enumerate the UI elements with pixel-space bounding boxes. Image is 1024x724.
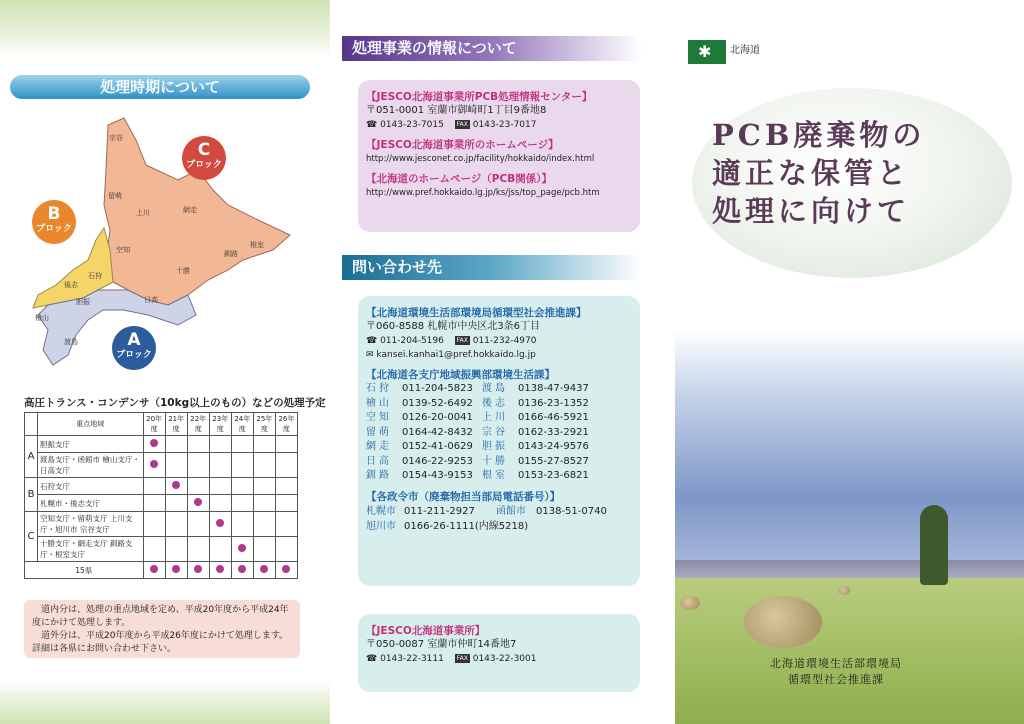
branch-tel: 0162-33-2921 (518, 426, 589, 438)
hay-bale-small-image (838, 586, 850, 595)
city-title: 【各政令市（廃棄物担当部局電話番号）】 (366, 490, 561, 503)
table-area-cell: 胆振支庁 (38, 436, 144, 453)
table-header-cell (25, 413, 38, 436)
table-year-cell (231, 495, 253, 512)
branch-name: 釧路 (366, 470, 392, 481)
branch-tel: 0166-46-5921 (518, 412, 589, 423)
branch-tel: 0154-43-9153 (402, 470, 473, 481)
schedule-section-title: 処理時期について (10, 75, 310, 99)
table-year-cell (275, 495, 297, 512)
table-year-cell (209, 478, 231, 495)
table-year-cell (187, 537, 209, 562)
map-label-shiribeshi: 後志 (64, 281, 78, 289)
fax-icon: FAX (456, 655, 468, 662)
city-name: 旭川市 (366, 520, 396, 532)
info-center-name: 【JESCO北海道事業所PCB処理情報センター】 (366, 91, 593, 103)
issuer-line-1: 北海道環境生活部環境局 (770, 657, 902, 670)
title-line-3: 処理に向けて (712, 194, 911, 228)
table-year-cell (187, 453, 209, 478)
table-year-cell (275, 453, 297, 478)
table-year-header: 25年度 (253, 413, 275, 436)
branch-tel: 0136-23-1352 (518, 397, 589, 409)
city-name: 札幌市 (366, 505, 396, 517)
table-year-header: 26年度 (275, 413, 297, 436)
info-homepage-name: 【JESCO北海道事業所のホームページ】 (366, 139, 559, 151)
table-area-cell: 15県 (25, 562, 144, 579)
contact-dept-fax: 011-232-4970 (472, 336, 537, 346)
city-tel: 0166-26-1111(内線5218) (404, 520, 529, 532)
schedule-dot (172, 565, 180, 573)
table-year-cell (143, 562, 165, 579)
schedule-dot (238, 544, 246, 552)
map-label-hidaka: 日高 (144, 296, 158, 304)
city-tel: 011-211-2927 (404, 505, 475, 517)
map-label-sorachi: 空知 (116, 246, 130, 254)
table-block-cell: C (25, 512, 38, 562)
table-year-cell (231, 537, 253, 562)
table-year-cell (187, 478, 209, 495)
info-center-address: 〒051-0001 室蘭市御崎町1丁目9番地8 (366, 105, 547, 116)
schedule-dot (150, 439, 158, 447)
map-label-kushiro: 釧路 (224, 250, 238, 258)
phone-icon: ☎ (366, 336, 378, 346)
table-area-cell: 渡島支庁・函館市 檜山支庁・日高支庁 (38, 453, 144, 478)
branch-tel: 0138-47-9437 (518, 383, 589, 394)
map-label-hiyama: 檜山 (35, 314, 49, 322)
left-panel (0, 0, 330, 724)
branch-tel: 0152-41-0629 (402, 441, 473, 452)
contact-dept-email[interactable]: kansei.kanhai1@pref.hokkaido.lg.jp (376, 350, 536, 360)
table-row (25, 436, 298, 453)
map-label-oshima: 渡島 (64, 338, 78, 346)
brochure-title (712, 116, 1012, 230)
table-year-cell (209, 436, 231, 453)
contact-dept-phone-row (366, 334, 632, 348)
table-year-cell (143, 512, 165, 537)
contact-dept-name: 【北海道環境生活部環境局循環型社会推進課】 (366, 307, 587, 319)
table-year-cell (165, 495, 187, 512)
branch-name: 留萌 (366, 426, 392, 438)
table-year-cell (143, 453, 165, 478)
schedule-table-title: 高圧トランス・コンデンサ（10kg以上のもの）などの処理予定 (24, 397, 326, 409)
table-year-cell (187, 562, 209, 579)
table-year-cell (275, 512, 297, 537)
phone-icon: ☎ (366, 654, 378, 664)
branch-tel: 0155-27-8527 (518, 455, 589, 467)
table-year-cell (253, 478, 275, 495)
branch-name: 空知 (366, 412, 392, 423)
table-year-cell (187, 495, 209, 512)
map-label-rumoi: 留萌 (108, 192, 122, 200)
table-area-cell: 石狩支庁 (38, 478, 144, 495)
branch-name: 上川 (482, 412, 508, 423)
table-year-cell (165, 436, 187, 453)
foliage-top-decoration (0, 0, 330, 58)
map-label-ishikari: 石狩 (88, 272, 102, 280)
contact-section-title: 問い合わせ先 (342, 255, 642, 280)
foliage-bottom-decoration (0, 682, 330, 724)
schedule-note (24, 600, 300, 658)
hokkaido-block-map (28, 110, 308, 380)
table-row (25, 562, 298, 579)
table-row (25, 495, 298, 512)
table-year-cell (275, 436, 297, 453)
table-year-cell (253, 495, 275, 512)
branch-name: 渡島 (482, 383, 508, 394)
table-block-cell: B (25, 478, 38, 512)
branch-name: 網走 (366, 441, 392, 452)
sky-photo (675, 330, 1024, 570)
jesco-fax: 0143-22-3001 (472, 654, 537, 664)
branch-tel: 0153-23-6821 (518, 470, 589, 481)
table-area-cell: 空知支庁・留萌支庁 上川支庁・旭川市 宗谷支庁 (38, 512, 144, 537)
table-year-cell (231, 478, 253, 495)
table-year-cell (209, 495, 231, 512)
info-homepage-url[interactable]: http://www.jesconet.co.jp/facility/hokkaido/index.html (366, 154, 595, 164)
title-line-2: 適正な保管と (712, 156, 911, 190)
phone-icon: ☎ (366, 120, 378, 130)
table-year-cell (209, 512, 231, 537)
table-year-cell (231, 436, 253, 453)
table-year-cell (165, 562, 187, 579)
branch-name: 宗谷 (482, 426, 508, 438)
table-row (25, 512, 298, 537)
block-a-badge: A ブロック (112, 326, 156, 370)
table-area-cell: 十勝支庁・網走支庁 釧路支庁・根室支庁 (38, 537, 144, 562)
info-center-phone-row (366, 118, 632, 132)
table-year-cell (165, 512, 187, 537)
table-year-header: 20年度 (143, 413, 165, 436)
city-phone-list (366, 504, 632, 534)
field-photo (675, 578, 1024, 724)
table-year-cell (275, 562, 297, 579)
branch-phone-list (366, 382, 632, 484)
table-year-cell (253, 537, 275, 562)
table-area-cell: 札幌市・後志支庁 (38, 495, 144, 512)
table-year-cell (231, 453, 253, 478)
table-year-cell (253, 562, 275, 579)
table-year-cell (275, 478, 297, 495)
map-label-abashiri: 網走 (183, 206, 197, 214)
branch-name: 檜山 (366, 397, 392, 409)
table-year-cell (143, 478, 165, 495)
table-year-cell (231, 562, 253, 579)
table-row (25, 453, 298, 478)
table-year-cell (143, 436, 165, 453)
fax-icon: FAX (456, 337, 468, 344)
schedule-dot (216, 565, 224, 573)
middle-panel (330, 0, 655, 724)
block-b-badge: B ブロック (32, 200, 76, 244)
branch-tel: 0146-22-9253 (402, 455, 473, 467)
table-row (25, 478, 298, 495)
info-pref-homepage-url[interactable]: http://www.pref.hokkaido.lg.jp/ks/jss/top_page/pcb.htm (366, 188, 600, 198)
branch-tel: 0126-20-0041 (402, 412, 473, 423)
table-year-cell (275, 537, 297, 562)
logo-text: 北海道 (730, 45, 760, 56)
table-year-header: 22年度 (187, 413, 209, 436)
table-year-cell (209, 453, 231, 478)
schedule-dot (238, 565, 246, 573)
table-year-cell (209, 537, 231, 562)
branch-title: 【北海道各支庁地域振興部環境生活課】 (366, 369, 555, 381)
table-year-cell (143, 495, 165, 512)
jesco-address: 〒050-0087 室蘭市仲町14番地7 (366, 639, 517, 650)
branch-name: 後志 (482, 397, 508, 409)
table-year-header: 23年度 (209, 413, 231, 436)
map-label-nemuro: 根室 (250, 241, 264, 249)
map-label-iburi: 胆振 (76, 298, 90, 306)
jesco-phone-row (366, 652, 632, 666)
table-block-cell: A (25, 436, 38, 478)
note-line-2: 道外分は、平成20年度から平成26年度にかけて処理します。詳細は各県にお問い合わせ下さい。 (32, 631, 289, 654)
info-center-fax: 0143-23-7017 (472, 120, 537, 130)
schedule-table (24, 412, 298, 579)
note-line-1: 道内分は、処理の重点地域を定め、平成20年度から平成24年度にかけて処理します。 (32, 605, 289, 628)
table-year-cell (187, 436, 209, 453)
info-box (358, 80, 640, 232)
branch-name: 石狩 (366, 383, 392, 394)
branch-tel: 011-204-5823 (402, 383, 473, 394)
table-year-cell (165, 453, 187, 478)
info-center-tel: 0143-23-7015 (380, 120, 444, 130)
table-year-cell (165, 478, 187, 495)
table-year-cell (165, 537, 187, 562)
tree-image (920, 505, 948, 585)
table-year-cell (253, 436, 275, 453)
branch-tel: 0164-42-8432 (402, 426, 473, 438)
schedule-dot (172, 481, 180, 489)
hay-bale-image (744, 596, 822, 648)
info-section-title: 処理事業の情報について (342, 36, 642, 61)
map-label-kamikawa: 上川 (136, 209, 150, 217)
schedule-dot (150, 565, 158, 573)
branch-name: 根室 (482, 470, 508, 481)
title-line-1: PCB廃棄物の (712, 118, 926, 152)
table-year-header: 24年度 (231, 413, 253, 436)
table-header-row (25, 413, 298, 436)
map-label-tokachi: 十勝 (176, 267, 190, 275)
branch-tel: 0143-24-9576 (518, 441, 589, 452)
schedule-dot (260, 565, 268, 573)
branch-tel: 0139-52-6492 (402, 397, 473, 409)
branch-name: 胆振 (482, 441, 508, 452)
info-pref-homepage-name: 【北海道のホームページ（PCB関係）】 (366, 173, 552, 185)
schedule-dot (194, 498, 202, 506)
schedule-dot (282, 565, 290, 573)
jesco-name: 【JESCO北海道事業所】 (366, 625, 486, 637)
hay-bale-small-image (680, 596, 700, 610)
jesco-box (358, 614, 640, 692)
city-name: 函館市 (496, 505, 526, 517)
envelope-icon: ✉ (366, 350, 374, 360)
branch-name: 日高 (366, 455, 392, 467)
contact-dept-address: 〒060-8588 札幌市中央区北3条6丁目 (366, 321, 541, 332)
map-label-soya: 宗谷 (109, 134, 123, 142)
fax-icon: FAX (456, 121, 468, 128)
contact-dept-tel: 011-204-5196 (380, 336, 444, 346)
table-header-cell: 重点地域 (38, 413, 144, 436)
table-year-cell (253, 512, 275, 537)
schedule-dot (194, 565, 202, 573)
contact-box (358, 296, 640, 586)
schedule-dot (216, 519, 224, 527)
table-year-cell (231, 512, 253, 537)
city-tel: 0138-51-0740 (536, 505, 607, 517)
branch-name: 十勝 (482, 455, 508, 467)
table-year-cell (209, 562, 231, 579)
issuer-line-2: 循環型社会推進課 (788, 673, 884, 686)
table-year-header: 21年度 (165, 413, 187, 436)
contact-email-row (366, 348, 632, 362)
table-year-cell (187, 512, 209, 537)
issuer-department (770, 656, 902, 688)
schedule-dot (150, 460, 158, 468)
table-year-cell (253, 453, 275, 478)
block-c-badge: C ブロック (182, 136, 226, 180)
jesco-tel: 0143-22-3111 (380, 654, 444, 664)
table-row (25, 537, 298, 562)
table-year-cell (143, 537, 165, 562)
star-icon: ✱ (698, 42, 712, 61)
